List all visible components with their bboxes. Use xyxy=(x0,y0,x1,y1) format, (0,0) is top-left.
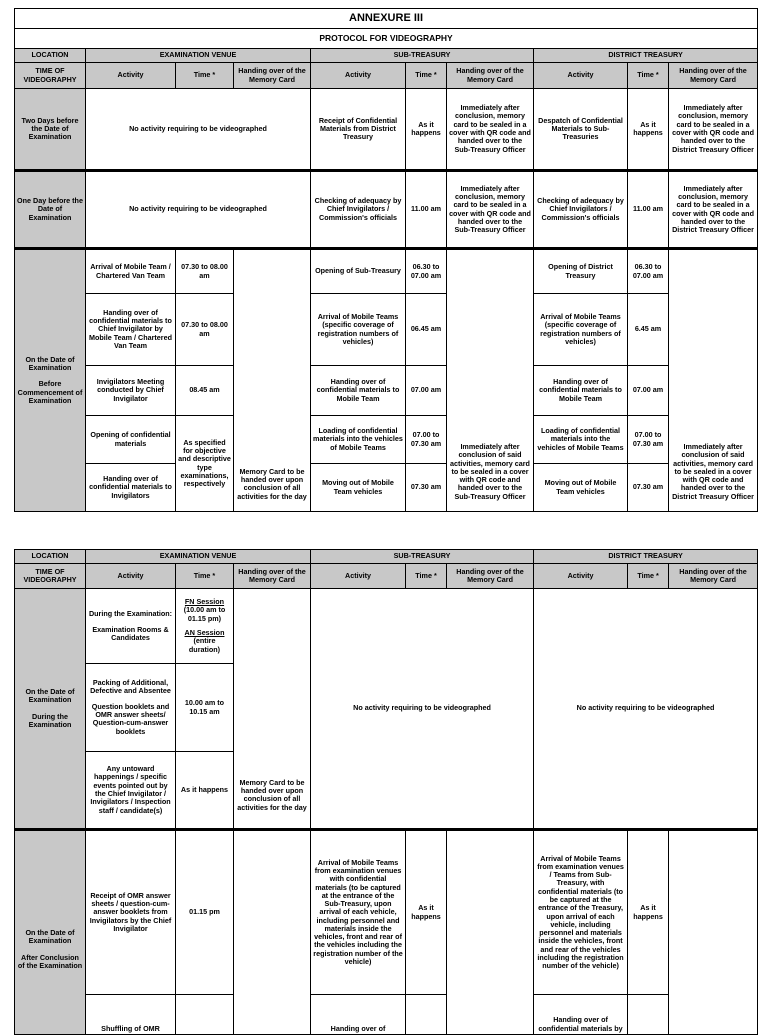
fn-session-time: (10.00 am to 01.15 pm) xyxy=(183,605,226,623)
sub-activity: Handing over of xyxy=(311,995,406,1035)
table-row xyxy=(15,464,758,512)
venue-time: 10.00 am to 10.15 am xyxy=(176,664,234,752)
venue-handover: Memory Card to be handed over upon conclusion of all activities for the day xyxy=(234,249,311,512)
dist-time-empty xyxy=(628,995,669,1035)
venue-activity: Any untoward happenings / specific events pointed out by the Chief Invigilator / Invigilators / Inspection staff / candidate(s) xyxy=(86,752,176,830)
document-page-1 xyxy=(14,8,757,526)
header-sub-treasury: SUB-TREASURY xyxy=(311,550,534,564)
dist-activity: Handing over of confidential materials by xyxy=(534,995,628,1035)
header-activity: Activity xyxy=(86,564,176,589)
venue-no-activity: No activity requiring to be videographed xyxy=(86,89,311,171)
table-row xyxy=(15,995,758,1035)
activity-line: Packing of Additional, Defective and Absentee xyxy=(90,678,171,696)
dist-activity: Checking of adequacy by Chief Invigilators / Commission's officials xyxy=(534,171,628,249)
venue-time: As specified for objective and descriptive type examinations, respectively xyxy=(176,416,234,512)
venue-time xyxy=(176,589,234,664)
row-label-line: After Conclusion of the Examination xyxy=(17,952,83,970)
dist-time: 07.30 am xyxy=(628,464,669,512)
sub-time: 06.45 am xyxy=(406,294,447,366)
fn-session-label: FN Session xyxy=(184,597,225,607)
sub-handover: Immediately after conclusion, memory card to be sealed in a cover with QR code and handed over to the Sub-Treasury Officer xyxy=(447,171,534,249)
sub-time: 07.00 to 07.30 am xyxy=(406,416,447,464)
header-district-treasury: DISTRICT TREASURY xyxy=(534,49,758,63)
venue-activity: Invigilators Meeting conducted by Chief Invigilator xyxy=(86,366,176,416)
table-row xyxy=(15,294,758,366)
header-activity: Activity xyxy=(534,63,628,89)
dist-time: 6.45 am xyxy=(628,294,669,366)
videography-protocol-table-continued xyxy=(14,549,758,1035)
venue-time: As it happens xyxy=(176,752,234,830)
dist-activity: Arrival of Mobile Teams (specific coverage of registration numbers of vehicles) xyxy=(534,294,628,366)
sub-activity: Arrival of Mobile Teams (specific coverage of registration numbers of vehicles) xyxy=(311,294,406,366)
venue-activity: Shuffling of OMR xyxy=(86,995,176,1035)
sub-activity: Moving out of Mobile Team vehicles xyxy=(311,464,406,512)
row-label-line: Before Commencement of Examination xyxy=(17,379,83,405)
venue-handover: Memory Card to be handed over upon conclusion of all activities for the day xyxy=(234,589,311,830)
table-row xyxy=(15,416,758,464)
sub-activity: Checking of adequacy by Chief Invigilators / Commission's officials xyxy=(311,171,406,249)
header-sub-treasury: SUB-TREASURY xyxy=(311,49,534,63)
header-handing-over: Handing over of the Memory Card xyxy=(447,564,534,589)
dist-handover: Immediately after conclusion, memory card to be sealed in a cover with QR code and handed over to the District Treasury Officer xyxy=(669,89,758,171)
venue-activity: Opening of confidential materials xyxy=(86,416,176,464)
row-label-line: On the Date of Examination xyxy=(25,928,75,946)
header-handing-over: Handing over of the Memory Card xyxy=(234,63,311,89)
venue-time: 07.30 to 08.00 am xyxy=(176,294,234,366)
dist-activity: Despatch of Confidential Materials to Sub-Treasuries xyxy=(534,89,628,171)
dist-handover-empty xyxy=(669,830,758,1035)
table-row xyxy=(15,589,758,664)
row-label-two-days: Two Days before the Date of Examination xyxy=(15,89,86,171)
dist-handover: Immediately after conclusion of said activities, memory card to be sealed in a cover with QR code and handed over to the District Treasury Officer xyxy=(669,249,758,512)
sub-time: 11.00 am xyxy=(406,171,447,249)
header-time: Time * xyxy=(406,63,447,89)
venue-no-activity: No activity requiring to be videographed xyxy=(86,171,311,249)
header-time-of-videography: TIME OF VIDEOGRAPHY xyxy=(15,63,86,89)
an-session-time: (entire duration) xyxy=(188,636,221,654)
row-label-exam-day-before xyxy=(15,249,86,512)
dist-time: As it happens xyxy=(628,830,669,995)
header-exam-venue: EXAMINATION VENUE xyxy=(86,550,311,564)
header-handing-over: Handing over of the Memory Card xyxy=(669,564,758,589)
dist-time: 07.00 to 07.30 am xyxy=(628,416,669,464)
row-label-one-day: One Day before the Date of Examination xyxy=(15,171,86,249)
venue-time: 01.15 pm xyxy=(176,830,234,995)
header-handing-over: Handing over of the Memory Card xyxy=(447,63,534,89)
header-time-of-videography: TIME OF VIDEOGRAPHY xyxy=(15,564,86,589)
row-label-after-exam xyxy=(15,830,86,1035)
sub-activity: Opening of Sub-Treasury xyxy=(311,249,406,294)
header-activity: Activity xyxy=(534,564,628,589)
venue-time: 08.45 am xyxy=(176,366,234,416)
header-time: Time * xyxy=(628,564,669,589)
sub-handover: Immediately after conclusion, memory card to be sealed in a cover with QR code and handed over to the Sub-Treasury Officer xyxy=(447,89,534,171)
venue-activity xyxy=(86,664,176,752)
sub-time: 06.30 to 07.00 am xyxy=(406,249,447,294)
venue-activity xyxy=(86,589,176,664)
dist-activity: Moving out of Mobile Team vehicles xyxy=(534,464,628,512)
dist-activity: Arrival of Mobile Teams from examination venues / Teams from Sub-Treasury, with confidential materials (to be captured at the entrance of the Treasury, upon arrival of each vehicle, including personnel and materials inside the vehicles, front and rear of the vehicles including the registration number of the vehicle) xyxy=(534,830,628,995)
header-location: LOCATION xyxy=(15,49,86,63)
sub-time-empty xyxy=(406,995,447,1035)
sub-time: As it happens xyxy=(406,89,447,171)
dist-handover: Immediately after conclusion, memory card to be sealed in a cover with QR code and handed over to the District Treasury Officer xyxy=(669,171,758,249)
table-row xyxy=(15,366,758,416)
dist-activity: Handing over of confidential materials to Mobile Team xyxy=(534,366,628,416)
annexure-title: ANNEXURE III xyxy=(15,9,758,29)
dist-no-activity: No activity requiring to be videographed xyxy=(534,589,758,830)
sub-activity: Receipt of Confidential Materials from District Treasury xyxy=(311,89,406,171)
activity-line: Examination Rooms & Candidates xyxy=(92,624,169,643)
dist-time: As it happens xyxy=(628,89,669,171)
row-label-line: On the Date of Examination xyxy=(25,354,75,373)
an-session-label: AN Session xyxy=(184,628,225,637)
venue-activity: Handing over of confidential materials to Invigilators xyxy=(86,464,176,512)
row-label-line: During the Examination xyxy=(28,711,72,729)
dist-time: 11.00 am xyxy=(628,171,669,249)
sub-time: 07.30 am xyxy=(406,464,447,512)
dist-activity: Loading of confidential materials into the vehicles of Mobile Teams xyxy=(534,416,628,464)
venue-handover-empty xyxy=(234,830,311,1035)
row-label-line: On the Date of Examination xyxy=(25,686,75,705)
sub-handover: Immediately after conclusion of said activities, memory card to be sealed in a cover with QR code and handed over to the Sub-Treasury Officer xyxy=(447,249,534,512)
header-handing-over: Handing over of the Memory Card xyxy=(669,63,758,89)
sub-handover-empty xyxy=(447,830,534,1035)
sub-activity: Arrival of Mobile Teams from examination venues with confidential materials (to be captured at the entrance of the Sub-Treasury, upon arrival of each vehicle, including personnel and materials inside the vehicles, front and rear of the vehicles including the registration number of the vehicle) xyxy=(311,830,406,995)
sub-no-activity: No activity requiring to be videographed xyxy=(311,589,534,830)
videography-protocol-table xyxy=(14,8,758,512)
row-label-during-exam xyxy=(15,589,86,830)
table-row xyxy=(15,249,758,294)
venue-activity: Receipt of OMR answer sheets / question-cum-answer booklets from Invigilators by the Chief Invigilator xyxy=(86,830,176,995)
table-row xyxy=(15,89,758,171)
header-location: LOCATION xyxy=(15,550,86,564)
header-exam-venue: EXAMINATION VENUE xyxy=(86,49,311,63)
protocol-title: PROTOCOL FOR VIDEOGRAPHY xyxy=(15,29,758,49)
dist-time: 06.30 to 07.00 am xyxy=(628,249,669,294)
header-activity: Activity xyxy=(86,63,176,89)
venue-time: 07.30 to 08.00 am xyxy=(176,249,234,294)
header-activity: Activity xyxy=(311,63,406,89)
activity-line: During the Examination: xyxy=(88,608,173,618)
venue-activity: Handing over of confidential materials to Chief Invigilator by Mobile Team / Chartered Van Team xyxy=(86,294,176,366)
table-row xyxy=(15,171,758,249)
sub-activity: Loading of confidential materials into the vehicles of Mobile Teams xyxy=(311,416,406,464)
header-handing-over: Handing over of the Memory Card xyxy=(234,564,311,589)
document-page-2 xyxy=(14,549,757,1033)
header-time: Time * xyxy=(176,564,234,589)
sub-activity: Handing over of confidential materials to Mobile Team xyxy=(311,366,406,416)
header-district-treasury: DISTRICT TREASURY xyxy=(534,550,758,564)
activity-line: Question booklets and OMR answer sheets/ Question-cum-answer booklets xyxy=(91,701,170,736)
header-time: Time * xyxy=(628,63,669,89)
dist-time: 07.00 am xyxy=(628,366,669,416)
table-row xyxy=(15,830,758,995)
venue-activity: Arrival of Mobile Team / Chartered Van Team xyxy=(86,249,176,294)
sub-time: 07.00 am xyxy=(406,366,447,416)
header-activity: Activity xyxy=(311,564,406,589)
venue-time-empty xyxy=(176,995,234,1035)
sub-time: As it happens xyxy=(406,830,447,995)
header-time: Time * xyxy=(176,63,234,89)
dist-activity: Opening of District Treasury xyxy=(534,249,628,294)
header-time: Time * xyxy=(406,564,447,589)
